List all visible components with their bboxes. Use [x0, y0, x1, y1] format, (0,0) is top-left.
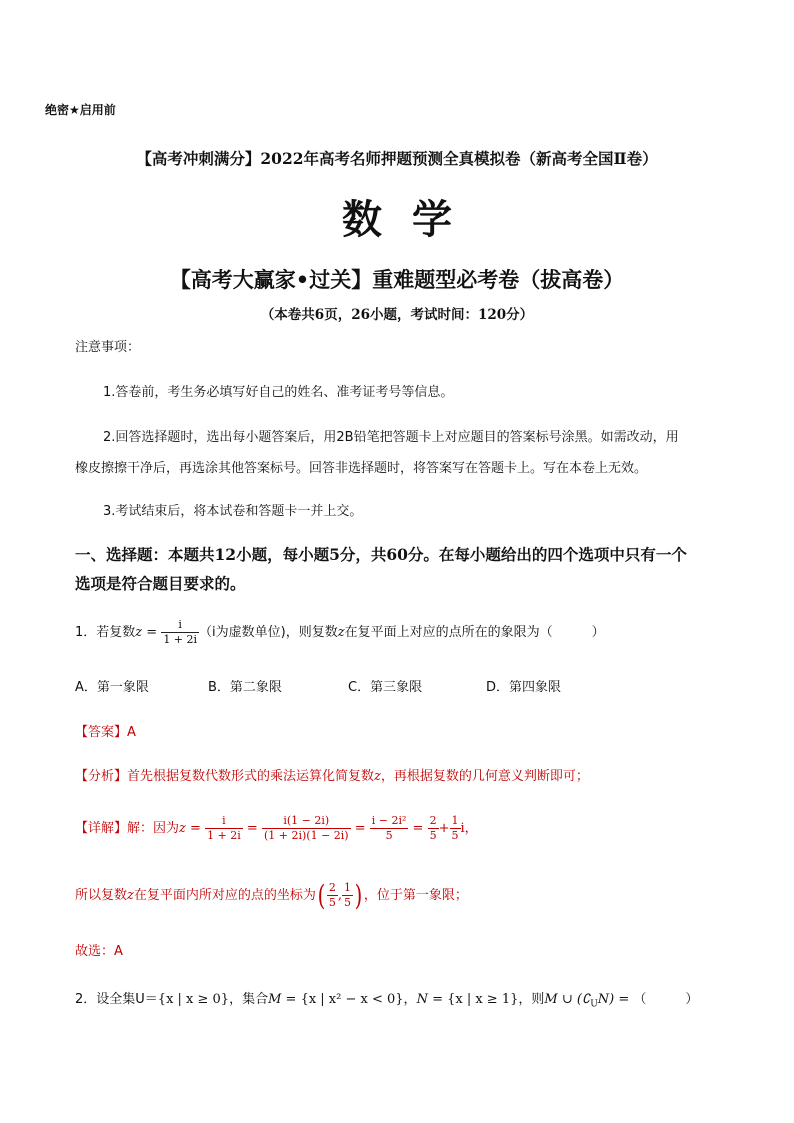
notice-item-2: 2.回答选择题时，选出每小题答案后，用2B铅笔把答题卡上对应题目的答案标号涂黑。如需改动，用: [103, 430, 679, 445]
q2-mid-2: ，: [403, 992, 417, 1007]
q1-frac-den: 1 + 2i: [163, 633, 198, 646]
paper-title: 【高考大赢家•过关】重难题型必考卷（拔高卷）: [169, 268, 625, 292]
q1-answer: [75, 721, 136, 740]
q1-tail: 在复平面上对应的点所在的象限为（ ）: [344, 625, 605, 640]
detail-frac-2: [262, 814, 351, 843]
q2-expr: M ∪ (∁: [544, 992, 591, 1007]
q2-prefix: 2．设全集U＝: [75, 992, 158, 1007]
detail-frac-3: [370, 814, 409, 843]
detail-frac-4-den: 5: [429, 829, 437, 842]
detail-label: 【详解】: [75, 821, 128, 836]
notice-item-1: 1.答卷前，考生务必填写好自己的姓名、准考证考号等信息。: [103, 385, 454, 400]
detail-frac-4-num: 2: [429, 814, 437, 827]
detail-var-z: z: [179, 821, 186, 836]
q2-set-n: = {x | x ≥ 1}: [427, 992, 519, 1007]
detail-frac-5-den: 5: [451, 829, 459, 842]
detail-frac-1-den: 1 + 2i: [207, 829, 241, 842]
q2-tail: （ ）: [633, 992, 699, 1007]
q2-mid-1: ，集合: [229, 992, 269, 1007]
q1-analysis: [75, 765, 589, 784]
q2-set-u: {x | x ≥ 0}: [157, 992, 230, 1007]
q2-var-m: M: [268, 992, 282, 1007]
detail-intro: 解：因为: [127, 821, 180, 836]
answer-value: A: [127, 725, 136, 740]
coord-frac-b-den: 5: [343, 896, 351, 909]
detail-frac-5-num: 1: [451, 814, 459, 827]
notice-item-3: 3.考试结束后，将本试卷和答题卡一并上交。: [103, 504, 363, 519]
coord-text-2: 在复平面内所对应的点的坐标为: [133, 888, 316, 903]
q1-detail: 【详解】解：因为z = $\frac{i}{1 + 2i}$ = $\frac{i(1 - 2i)}{(1 + 2i)(1 - 2i)}$ = $\frac{\text{i − 2i²}}{5}$ = $\frac{2}{5}$ + $\frac{1}{5}$ i，: [75, 814, 478, 842]
section-heading-line-1: 一、选择题：本题共12小题，每小题5分，共60分。在每小题给出的四个选项中只有一个: [75, 545, 687, 564]
coord-frac-b-num: 1: [343, 881, 351, 894]
detail-end: i，: [460, 821, 478, 836]
q1-option-c: C．第三象限: [348, 680, 423, 695]
q1-var-z2: z: [337, 625, 345, 640]
coord-frac-a-den: 5: [328, 896, 336, 909]
detail-frac-2-num: i(1 − 2i): [283, 814, 330, 827]
q2-set-m: = {x | x² − x < 0}: [281, 992, 404, 1007]
secrecy-mark: 绝密★启用前: [45, 103, 116, 117]
q1-choose: 故选：A: [75, 944, 123, 959]
exam-title: 【高考冲刺满分】2022年高考名师押题预测全真模拟卷（新高考全国Ⅱ卷）: [136, 149, 658, 168]
q1-frac-num: i: [178, 618, 182, 631]
q1-var-z: z: [135, 625, 143, 640]
q2-mid-3: ，则: [518, 992, 545, 1007]
coord-frac-a-num: 2: [328, 881, 336, 894]
notice-item-2-cont: 橡皮擦擦干净后，再选涂其他答案标号。回答非选择题时，将答案写在答题卡上。写在本卷上无效。: [75, 461, 648, 476]
detail-frac-5: [450, 814, 461, 843]
q1-option-a: A．第一象限: [75, 680, 149, 695]
q2-expr-2: N) =: [597, 992, 634, 1007]
detail-frac-3-den: 5: [370, 828, 409, 843]
coord-tail: ，位于第一象限；: [363, 888, 468, 903]
q1-coordinate: 所以复数z在复平面内所对应的点的坐标为( $\frac{2}{5}$ , $\frac{1}{5}$ ) ，位于第一象限；: [75, 878, 468, 912]
analysis-label: 【分析】: [75, 769, 128, 784]
q1-prefix: 1．若复数: [75, 625, 136, 640]
q1-option-b: B．第二象限: [208, 680, 282, 695]
analysis-var-z: z: [374, 769, 381, 784]
detail-frac-1-num: i: [222, 814, 226, 827]
section-heading: [75, 540, 735, 598]
section-heading-line-2: 选项是符合题目要求的。: [75, 574, 246, 593]
question-1: [75, 618, 605, 647]
analysis-text: 首先根据复数代数形式的乘法运算化简复数: [127, 769, 375, 784]
question-2: [75, 988, 698, 1010]
q2-var-n: N: [416, 992, 428, 1007]
q1-eq: =: [142, 625, 162, 640]
q1-option-d: D．第四象限: [486, 680, 562, 695]
detail-frac-2-den: (1 + 2i)(1 − 2i): [263, 829, 349, 842]
coord-frac-b: [342, 881, 353, 910]
coord-frac-a: [327, 881, 338, 910]
coord-text: 所以复数: [75, 888, 128, 903]
detail-plus: +: [438, 821, 450, 836]
coord-var-z: z: [127, 888, 134, 903]
q2-expr-sub: U: [590, 999, 598, 1010]
q1-fraction: [161, 618, 199, 647]
detail-frac-4: [428, 814, 439, 843]
paper-info: （本卷共6页，26小题，考试时间：120分）: [260, 307, 534, 323]
detail-frac-3-num: i − 2i²: [371, 814, 407, 827]
q1-after: （i为虚数单位)，则复数: [199, 625, 338, 640]
analysis-text-2: ，再根据复数的几何意义判断即可；: [380, 769, 589, 784]
detail-frac-1: [205, 814, 243, 843]
subject-title: 数学: [342, 196, 482, 243]
answer-label: 【答案】: [75, 725, 128, 740]
notice-heading: 注意事项：: [75, 340, 141, 355]
